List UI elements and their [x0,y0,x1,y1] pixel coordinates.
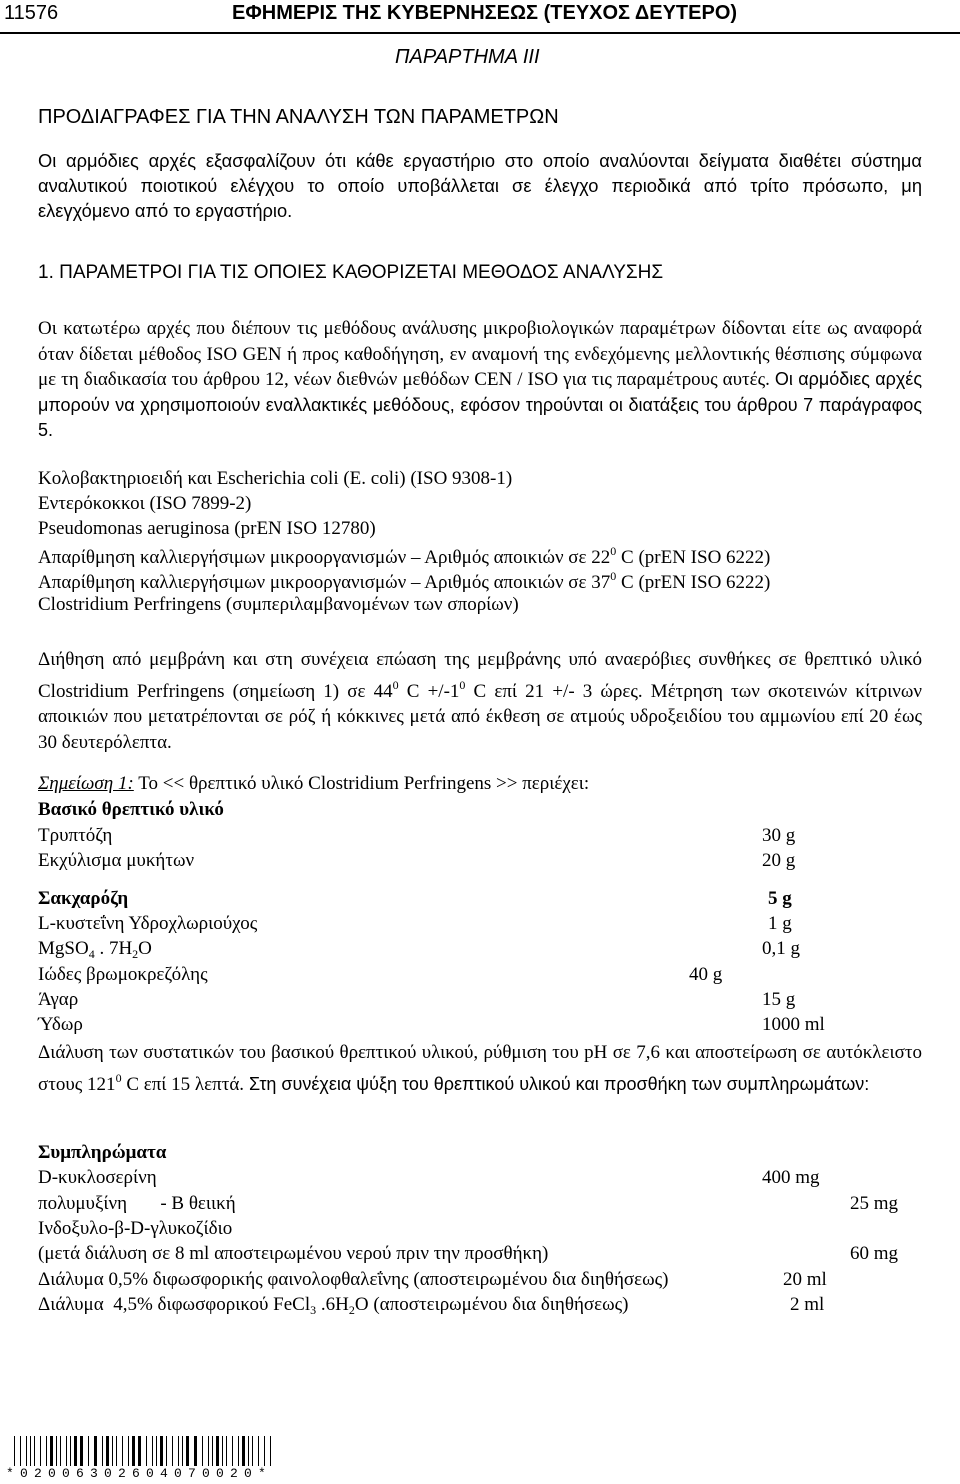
subscript: 3 [310,1303,317,1317]
spec-title: ΠΡΟΔΙΑΓΡΑΦΕΣ ΓΙΑ ΤΗΝ ΑΝΑΛΥΣΗ ΤΩΝ ΠΑΡΑΜΕΤΡΩΝ [38,106,559,128]
header-divider [0,32,960,34]
barcode-bar [102,1436,103,1466]
barcode-bar [248,1436,249,1466]
barcode-bar [226,1436,227,1466]
supplement-polymyxin-qty: 25 mg [850,1193,899,1214]
ingredient-tryptose: Τρυπτόζη [38,825,113,846]
barcode [14,1436,294,1466]
fecl3-text-1: Διάλυμα 4,5% διφωσφορικού FeCl [38,1294,311,1315]
basic-medium-title: Βασικό θρεπτικό υλικό [38,799,224,820]
supplement-cycloserine: D-κυκλοσερίνη [38,1167,157,1188]
supplement-phenolphthalein: Διάλυμα 0,5% διφωσφορικής φαινολοφθαλεΐνης (αποστειρωμένου δια διηθήσεως) [38,1269,669,1290]
barcode-bar [242,1436,245,1466]
barcode-bar [132,1436,135,1466]
ingredient-water-qty: 1000 ml [762,1014,825,1035]
ingredient-bromocresol-qty: 40 g [689,964,723,985]
barcode-bar [160,1436,163,1466]
fecl3-text-3: O (αποστειρωμένου δια διηθήσεως) [354,1294,629,1315]
dissolution-paragraph [38,1040,922,1097]
dissolution-text-2: C επί 15 λεπτά. [121,1073,245,1095]
degree-mark: 0 [115,1070,122,1085]
ingredient-yeast-extract-qty: 20 g [762,850,796,871]
ingredient-yeast-extract: Εκχύλισμα μυκήτων [38,850,195,871]
barcode-bar [182,1436,183,1466]
supplement-fecl3 [38,1294,628,1318]
barcode-bar [186,1436,189,1466]
ingredient-bromocresol: Ιώδες βρωμοκρεζόλης [38,964,208,985]
count37-text: Απαρίθμηση καλλιεργήσιμων μικροοργανισμών – Αριθμός αποικιών σε 37 [38,572,611,593]
barcode-bar [66,1436,67,1466]
supplement-polymyxin: πολυμυξίνη - Β θειική [38,1193,236,1214]
mgso4-text-2: . 7H [94,938,133,959]
barcode-bar [212,1436,213,1466]
barcode-bar [112,1436,113,1466]
ingredient-cysteine-qty: 1 g [768,913,792,934]
barcode-bar [238,1436,239,1466]
barcode-bar [56,1436,57,1466]
barcode-bar [40,1436,41,1466]
barcode-bar [232,1436,233,1466]
supplement-indoxyl: Ινδοξυλο-β-D-γλυκοζίδιο [38,1218,233,1239]
filtration-text-2: C +/-1 [398,680,460,702]
count37-suffix: C (prEN ISO 6222) [616,572,771,593]
barcode-bar [34,1436,35,1466]
subscript: 2 [348,1303,355,1317]
note1 [38,773,589,795]
section1-paragraph-a: Οι κατωτέρω αρχές που διέπουν τις μεθόδους ανάλυσης μικροβιολογικών παραμέτρων δίδονται είτε ως αναφορά όταν δίδεται μέθοδος ISO GEN ή προς καθοδήγηση, εν αναμονή της ενδεχόμενης μελλοντικής θέσπισης σύμφωνα με τη διαδικασία του άρθρου 12, νέων διεθνών μεθόδων CEN / ISO για τις παραμέτρους αυτές. [38,318,922,390]
count22-suffix: C (prEN ISO 6222) [616,547,771,568]
supplement-indoxyl-note: (μετά διάλυση σε 8 ml αποστειρωμένου νερού πριν την προσθήκη) [38,1243,549,1264]
supplement-fecl3-qty: 2 ml [790,1294,825,1315]
section1-heading: 1. ΠΑΡΑΜΕΤΡΟΙ ΓΙΑ ΤΙΣ ΟΠΟΙΕΣ ΚΑΘΟΡΙΖΕΤΑΙ ΜΕΘΟΔΟΣ ΑΝΑΛΥΣΗΣ [38,262,664,283]
supplement-phenolphthalein-qty: 20 ml [783,1269,827,1290]
barcode-bar [216,1436,219,1466]
section1-paragraph-b: Οι αρμόδιες αρχές μπορούν να χρησιμοποιούν εναλλακτικές μεθόδους, εφόσον τηρούνται οι διατάξεις του άρθρου 7 παράγραφος 5. [38,369,923,440]
param-enterococci: Εντερόκοκκοι (ISO 7899-2) [38,493,252,514]
subscript: 2 [132,947,139,961]
ingredient-cysteine: L-κυστεΐνη Υδροχλωριούχος [38,913,258,934]
barcode-bar [166,1436,167,1466]
note1-label: Σημείωση 1: [38,773,134,794]
filtration-paragraph [38,647,922,755]
ingredient-water: Ύδωρ [38,1014,83,1035]
barcode-bar [252,1436,253,1466]
degree-mark: 0 [610,544,617,558]
barcode-bar [194,1436,197,1466]
barcode-bar [116,1436,117,1466]
barcode-bar [202,1436,203,1466]
barcode-bar [74,1436,77,1466]
barcode-bar [30,1436,31,1466]
barcode-bar [70,1436,71,1466]
ingredient-sucrose: Σακχαρόζη [38,888,129,909]
barcode-bar [50,1436,53,1466]
ingredient-agar-qty: 15 g [762,989,796,1010]
param-count-37 [38,569,770,594]
barcode-bar [46,1436,47,1466]
barcode-bar [264,1436,265,1466]
supplement-indoxyl-qty: 60 mg [850,1243,899,1264]
barcode-bar [122,1436,123,1466]
mgso4-text-1: MgSO [38,938,89,959]
count22-text: Απαρίθμηση καλλιεργήσιμων μικροοργανισμών – Αριθμός αποικιών σε 22 [38,547,611,568]
degree-mark: 0 [392,677,399,692]
param-coliforms: Κολοβακτηριοειδή και Escherichia coli (E. coli) (ISO 9308-1) [38,468,513,489]
barcode-bar [14,1436,15,1466]
barcode-bar [80,1436,83,1466]
section1-paragraph [38,316,922,444]
barcode-bar [26,1436,27,1466]
degree-mark: 0 [610,569,617,583]
barcode-bar [128,1436,129,1466]
param-count-22 [38,544,770,569]
barcode-bar [106,1436,109,1466]
subscript: 4 [88,947,95,961]
barcode-bar [178,1436,179,1466]
ingredient-mgso4 [38,938,152,962]
intro-paragraph: Οι αρμόδιες αρχές εξασφαλίζουν ότι κάθε εργαστήριο στο οποίο αναλύονται δείγματα διαθέτει σύστημα αναλυτικού ποιοτικού ελέγχου το οποίο υποβάλλεται σε έλεγχο περιοδικά από τρίτο πρόσωπο, μη ελεγχόμενο από το εργαστήριο. [38,150,922,221]
barcode-bar [94,1436,97,1466]
param-clostridium: Clostridium Perfringens (συμπεριλαμβανομένων των σπορίων) [38,594,519,615]
barcode-bar [222,1436,223,1466]
barcode-number: *02006302604070020* [6,1466,273,1481]
supplements-title: Συμπληρώματα [38,1142,167,1163]
annex-title: ΠΑΡΑΡΤΗΜΑ ΙΙΙ [395,46,540,68]
barcode-bar [156,1436,157,1466]
barcode-bar [172,1436,173,1466]
barcode-bar [146,1436,147,1466]
barcode-bar [208,1436,209,1466]
barcode-bar [152,1436,153,1466]
barcode-bar [270,1436,271,1466]
ingredient-tryptose-qty: 30 g [762,825,796,846]
ingredient-mgso4-qty: 0,1 g [762,938,800,959]
filtration-text-1: Διήθηση από μεμβράνη και στη συνέχεια επώαση της μεμβράνης υπό αναερόβιες συνθήκες σε θρεπτικό υλικό Clostridium Perfringens (σημείωση 1) σε 44 [38,649,922,702]
barcode-bar [20,1436,21,1466]
ingredient-agar: Άγαρ [38,989,79,1010]
mgso4-text-3: O [138,938,152,959]
supplement-cycloserine-qty: 400 mg [762,1167,820,1188]
dissolution-text-1: Διάλυση των συστατικών του βασικού θρεπτικού υλικού, ρύθμιση του pH σε 7,6 και αποστείρωση σε αυτόκλειστο στους 121 [38,1042,922,1095]
barcode-bar [88,1436,89,1466]
note1-text: Το << θρεπτικό υλικό Clostridium Perfringens >> περιέχει: [133,773,590,794]
page-number: 11576 [4,2,59,24]
fecl3-text-2: .6H [316,1294,349,1315]
degree-mark: 0 [459,677,466,692]
dissolution-text-3: Στη συνέχεια ψύξη του θρεπτικού υλικού και προσθήκη των συμπληρωμάτων: [244,1073,870,1094]
param-pseudomonas: Pseudomonas aeruginosa (prEN ISO 12780) [38,518,376,539]
barcode-bar [138,1436,141,1466]
ingredient-sucrose-qty: 5 g [768,888,792,909]
gazette-title: ΕΦΗΜΕΡΙΣ ΤΗΣ ΚΥΒΕΡΝΗΣΕΩΣ (ΤΕΥΧΟΣ ΔΕΥΤΕΡΟ) [232,2,738,24]
barcode-bar [258,1436,259,1466]
barcode-bar [60,1436,61,1466]
filtration-text-3: C επί 21 +/- 3 ώρες. Μέτρηση των σκοτεινών κίτρινων αποικιών που μετατρέπονται σε ρόζ ή κόκκινες μετά από έκθεση σε ατμούς υδροξειδίου του αμμωνίου επί 20 έως 30 δευτερόλεπτα. [38,680,922,753]
